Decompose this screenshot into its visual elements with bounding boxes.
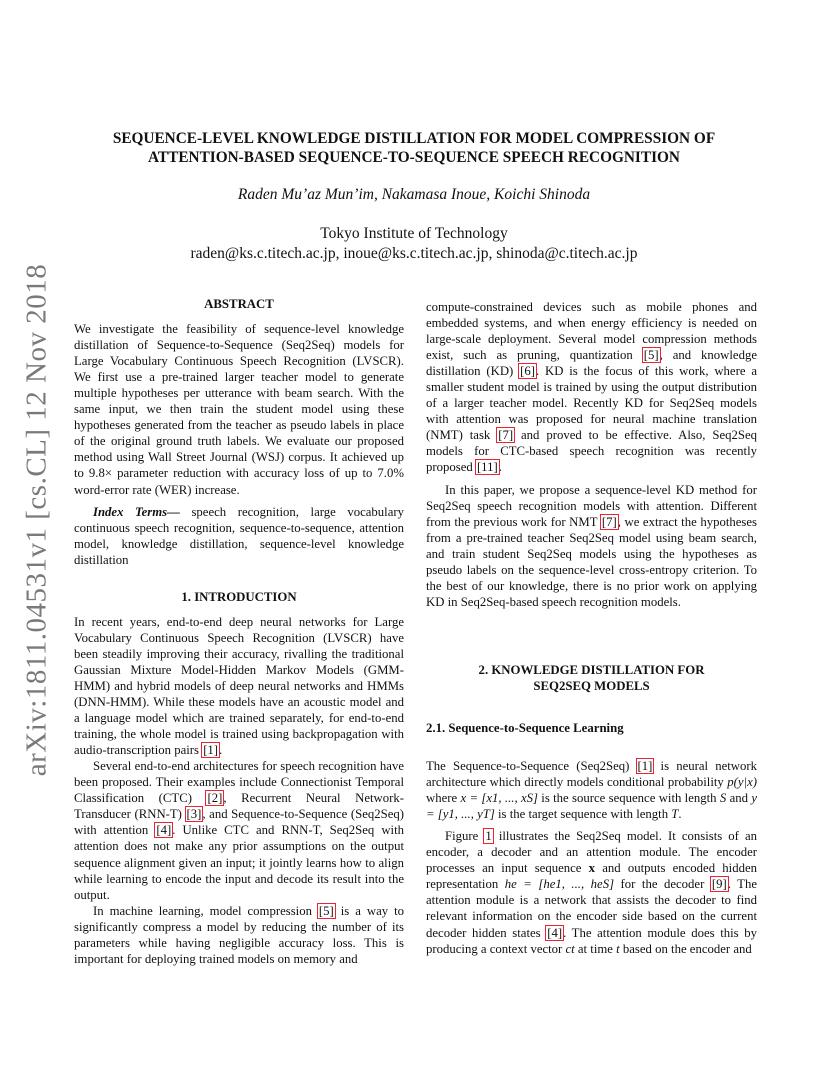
math-target-sequence: y = [y1, ..., yT] [426, 791, 757, 822]
seq2seq-paragraph-2 [426, 828, 757, 956]
author-list: Raden Mu’az Mun’im, Nakamasa Inoue, Koichi Shinoda [237, 186, 591, 203]
math-length-t: T [671, 807, 679, 822]
math-input-x: x [588, 861, 596, 876]
intro-heading: 1. INTRODUCTION [181, 589, 297, 604]
right-p1-text-c: . KD is the focus of this work, where a smaller student model is trained by using the output distribution of a larger teacher model. Recently KD for Seq2Seq models with attention was proposed for neural machine translation (NMT) task [426, 364, 757, 443]
citation-link-4b[interactable]: [4] [547, 925, 563, 940]
right-column [426, 299, 757, 957]
s1-text-b: is neural network architecture which directly models conditional probability [426, 759, 757, 790]
s2-text-c: and outputs encoded hidden representation [426, 861, 757, 892]
intro-paragraph-4 [426, 299, 757, 476]
arxiv-id: arXiv:1811.04531v1 [cs.CL] 12 Nov 2018 [20, 263, 53, 777]
intro-p2-text-a: Several end-to-end architectures for speech recognition have been proposed. Their examples include Connectionist Temporal Classification (CTC) [74, 759, 404, 806]
section-2-heading: 2. KNOWLEDGE DISTILLATION FOR SEQ2SEQ MODELS [478, 662, 705, 693]
right-p2-text-a: In this paper, we propose a sequence-level KD method for Seq2Seq speech recognition models with attention. Different from the previous work for NMT [426, 482, 757, 529]
citation-link-7[interactable]: [7] [498, 428, 514, 443]
s2-text-b: illustrates the Seq2Seq model. It consists of an encoder, a decoder and an attention module. The encoder processes an input sequence [426, 829, 758, 876]
s2-text-h: based on the encoder and [619, 941, 752, 956]
index-terms [74, 504, 404, 568]
citation-link-3[interactable]: [3] [186, 807, 202, 822]
citation-link-9[interactable]: [9] [711, 877, 727, 892]
citation-link-2[interactable]: [2] [207, 791, 223, 806]
intro-paragraph-2 [74, 758, 404, 902]
s1-text-f: is the target sequence with length [494, 807, 672, 822]
citation-link-1[interactable]: [1] [203, 743, 219, 758]
citation-link-5b[interactable]: [5] [643, 348, 659, 363]
institution: Tokyo Institute of Technology [320, 225, 508, 242]
index-terms-label: Index Terms— [93, 504, 180, 519]
math-time-t: t [616, 941, 620, 956]
math-context-vector: ct [565, 941, 575, 956]
citation-link-6[interactable]: [6] [520, 364, 535, 379]
math-conditional-probability: p(y|x) [727, 775, 757, 790]
intro-paragraph-3 [74, 903, 404, 967]
s2-text-f: . The attention module does this by producing a context vector [426, 925, 757, 956]
intro-p1-text-a: In recent years, end-to-end deep neural networks for Large Vocabulary Continuous Speech Recognition (LVSCR) have been steadily improving their accuracy, rivalling the traditional Gaussian Mixture Model-Hidden Markov Models (GMM-HMM) and hybrid models of deep neural networks and HMMs (DNN-HMM). While these models have an acoustic model and a language model which are trained separately, for end-to-end training, the whole model is trained using backpropagation with audio-transcription pairs [74, 614, 404, 758]
right-p1-text-d: and proved to be effective. Also, Seq2Seq models for CTC-based speech recognition was recently proposed [426, 428, 757, 475]
citation-link-5[interactable]: [5] [318, 903, 334, 918]
abstract-heading: ABSTRACT [204, 297, 274, 311]
s2-text-a: Figure [445, 829, 485, 844]
s2-text-d: for the decoder [614, 877, 711, 892]
abstract-text: We investigate the feasibility of sequence-level knowledge distillation of Sequence-to-Sequence (Seq2Seq) models for Large Vocabulary Continuous Speech Recognition (LVSCR). We first use a pre-trained larger teacher model to generate multiple hypotheses per utterance with beam search. With the same input, we then train the student model using these hypotheses generated from the teacher as pseudo labels in place of the original ground truth labels. We evaluate our proposed method using Wall Street Journal (WSJ) corpus. It achieved up to 9.8× parameter reduction with accuracy loss of up to 7.0% word-error rate (WER) increase. [74, 322, 404, 497]
citation-link-11[interactable]: [11] [476, 460, 498, 475]
paper-title: SEQUENCE-LEVEL KNOWLEDGE DISTILLATION FOR MODEL COMPRESSION OF ATTENTION-BASED SEQUENCE-TO-SEQUENCE SPEECH RECOGNITION [112, 130, 716, 166]
citation-link-7b[interactable]: [7] [601, 514, 617, 529]
s1-text-e: and [726, 791, 752, 806]
s1-text-a: The Sequence-to-Sequence (Seq2Seq) [426, 759, 637, 774]
email-list: raden@ks.c.titech.ac.jp, inoue@ks.c.titech.ac.jp, shinoda@c.titech.ac.jp [190, 245, 638, 262]
intro-paragraph-1 [74, 614, 404, 758]
right-p1-text-e: . [498, 460, 502, 475]
s2-text-e: . The attention module is a network that assists the decoder to find relevant information on the encoder side based on the current decoder hidden states [426, 877, 757, 940]
intro-p3-text-b: is a way to significantly compress a model by reducing the number of its parameters while having negligible accuracy loss. This is important for deploying trained models on memory and [74, 903, 404, 966]
citation-link-1b[interactable]: [1] [637, 759, 653, 774]
math-encoded-hidden: he = [he1, ..., heS] [504, 877, 615, 892]
intro-p3-text-a: In machine learning, model compression [93, 903, 318, 918]
s2-text-g: at time [574, 941, 617, 956]
intro-p2-text-d: . Unlike CTC and RNN-T, Seq2Seq with attention does not make any prior assumptions on the output sequence alignment given an input; it jointly learns how to align while learning to encode the input and decode its result into the output. [74, 823, 404, 902]
intro-p2-text-b: , Recurrent Neural Network-Transducer (RNN-T) [74, 791, 404, 822]
right-p2-text-b: , we extract the hypotheses from a pre-trained teacher Seq2Seq model using beam search, and train student Seq2Seq models using the hypotheses as pseudo labels on the sequence-level cross-entropy criterion. To the best of our knowledge, there is no prior work on applying KD in Seq2Seq-based speech recognition models. [426, 514, 757, 609]
citation-link-4[interactable]: [4] [156, 823, 172, 838]
math-source-sequence: x = [x1, ..., xS] [460, 791, 538, 806]
s1-text-c: where [426, 791, 461, 806]
seq2seq-paragraph-1 [426, 758, 757, 822]
intro-p2-text-c: , and Sequence-to-Sequence (Seq2Seq) with attention [74, 807, 405, 838]
affiliation [80, 224, 748, 264]
right-p1-text-a: compute-constrained devices such as mobile phones and embedded systems, and when energy efficiency is needed on large-scale deployment. Several model compression methods exist, such as pruning, quantization [426, 300, 757, 363]
index-terms-text: speech recognition, large vocabulary continuous speech recognition, sequence-to-sequence, attention model, knowledge distillation, sequence-level knowledge distillation [74, 504, 404, 567]
arxiv-sidebar-stamp [20, 263, 54, 777]
math-length-s: S [719, 791, 727, 806]
subsection-2-1-heading: 2.1. Sequence-to-Sequence Learning [426, 720, 624, 735]
left-column [74, 296, 404, 967]
intro-p1-text-b: . [219, 743, 223, 758]
intro-paragraph-5 [426, 482, 757, 610]
s1-text-g: . [678, 807, 682, 822]
figure-link-1[interactable]: 1 [485, 829, 492, 844]
s1-text-d: is the source sequence with length [537, 791, 720, 806]
right-p1-text-b: , and knowledge distillation (KD) [426, 348, 757, 379]
